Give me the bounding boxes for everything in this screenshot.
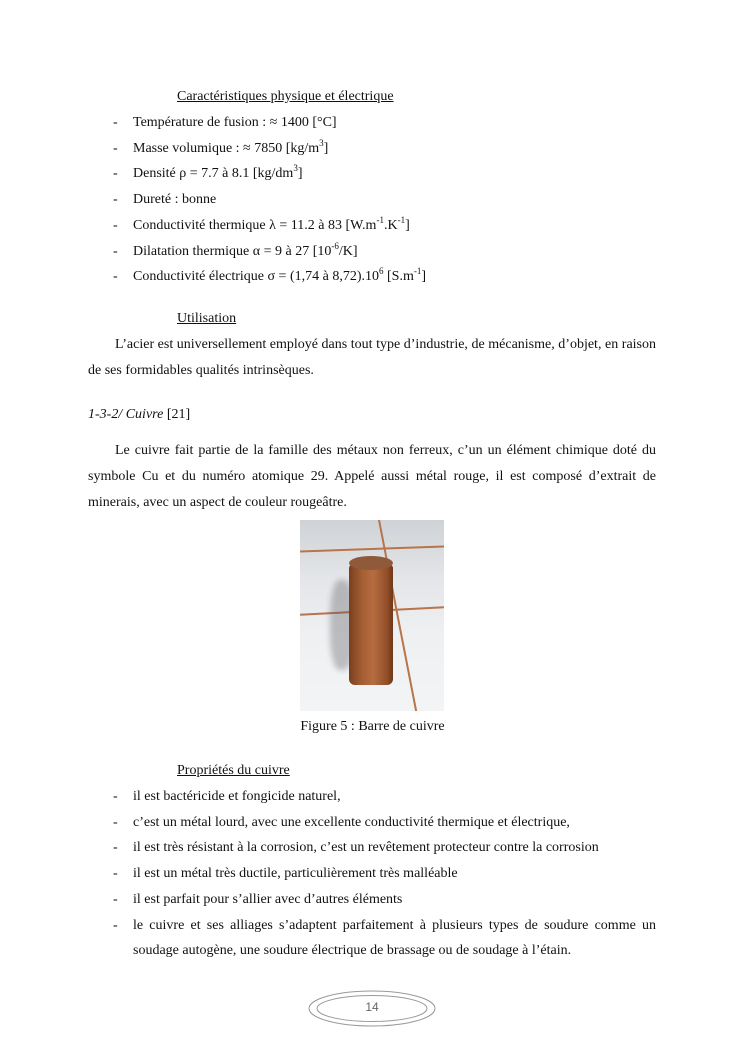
utilisation-paragraph: L’acier est universellement employé dans tout type d’industrie, de mécanisme, d’objet, en raison de ses formidables qualités intrinsèques. <box>88 337 656 378</box>
list-item <box>88 239 656 265</box>
list-item <box>88 110 656 136</box>
item-text: ] <box>405 217 410 233</box>
item-text: Conductivité thermique λ = 11.2 à 83 [W.m <box>133 217 377 233</box>
list-item <box>88 913 656 964</box>
item-text: Dureté : bonne <box>133 192 217 208</box>
item-text: le cuivre et ses alliages s’adaptent parfaitement à plusieurs types de soudure comme un soudage autogène, une soudure électrique de brassage ou de soudage à l’étain. <box>133 917 656 959</box>
page-number-badge <box>308 990 436 1027</box>
bullet-dash: - <box>113 866 118 882</box>
superscript: -1 <box>376 214 384 225</box>
section-title <box>88 406 190 424</box>
section-reference: [21] <box>163 407 191 422</box>
list-item <box>88 861 656 887</box>
item-text: Masse volumique : ≈ 7850 [kg/m <box>133 140 320 156</box>
bullet-dash: - <box>113 217 118 233</box>
item-text: ] <box>421 269 427 285</box>
list-item <box>88 887 656 913</box>
utilisation-heading: Utilisation <box>177 311 237 326</box>
list-item <box>88 810 656 836</box>
copper-bar-photo <box>300 520 444 711</box>
list-item <box>88 136 656 162</box>
list-item <box>88 213 656 239</box>
bullet-dash: - <box>113 140 118 156</box>
item-text: il est très résistant à la corrosion, c’est un revêtement protecteur contre la corrosion <box>133 840 599 856</box>
steel-properties-list <box>88 110 656 290</box>
superscript: -1 <box>413 266 422 277</box>
bullet-dash: - <box>113 269 118 285</box>
bullet-dash: - <box>113 166 118 182</box>
copper-paragraph: Le cuivre fait partie de la famille des métaux non ferreux, c’un un élément chimique doté du symbole Cu et du numéro atomique 29. Appelé aussi métal rouge, il est composé d’extrait de minerais, avec un aspect de couleur rougeâtre. <box>88 443 656 510</box>
bullet-dash: - <box>113 789 118 804</box>
list-item <box>88 187 656 213</box>
item-text: [S.m <box>383 269 414 285</box>
item-text: ] <box>323 140 329 156</box>
list-item <box>88 264 656 290</box>
superscript: 3 <box>319 137 324 148</box>
item-text: .K <box>383 217 398 233</box>
page-number: 14 <box>365 1000 379 1014</box>
item-text: Conductivité électrique σ = (1,74 à 8,72).10 <box>133 269 379 285</box>
bullet-dash: - <box>113 917 118 933</box>
bullet-dash: - <box>113 891 118 907</box>
bullet-dash: - <box>113 243 118 259</box>
item-text: ] <box>297 166 303 182</box>
superscript: -1 <box>397 214 406 225</box>
list-item <box>88 161 656 187</box>
item-text: Dilatation thermique α = 9 à 27 [10 <box>133 243 332 259</box>
item-text: il est un métal très ductile, particulièrement très malléable <box>133 866 458 882</box>
bullet-dash: - <box>113 840 118 856</box>
figure-caption: Figure 5 : Barre de cuivre <box>300 719 445 734</box>
bullet-dash: - <box>113 814 118 830</box>
item-text: Densité ρ = 7.7 à 8.1 [kg/dm <box>133 166 294 182</box>
copper-properties-list <box>88 784 656 964</box>
superscript: -6 <box>331 240 339 251</box>
item-text: il est parfait pour s’allier avec d’autres éléments <box>133 891 403 907</box>
section-number-title: 1-3-2/ Cuivre <box>88 407 164 422</box>
superscript: 6 <box>379 266 384 277</box>
item-text: /K] <box>338 243 358 259</box>
list-item <box>88 784 656 810</box>
item-text: il est bactéricide et fongicide naturel, <box>133 789 341 804</box>
bullet-dash: - <box>113 192 118 208</box>
copper-properties-heading: Propriétés du cuivre <box>177 763 290 778</box>
list-item <box>88 835 656 861</box>
steel-properties-heading: Caractéristiques physique et électrique <box>177 89 394 104</box>
superscript: 3 <box>293 163 298 174</box>
item-text: Température de fusion : ≈ 1400 [°C] <box>133 115 337 130</box>
item-text: c’est un métal lourd, avec une excellente conductivité thermique et électrique, <box>133 814 570 830</box>
bullet-dash: - <box>113 115 118 130</box>
